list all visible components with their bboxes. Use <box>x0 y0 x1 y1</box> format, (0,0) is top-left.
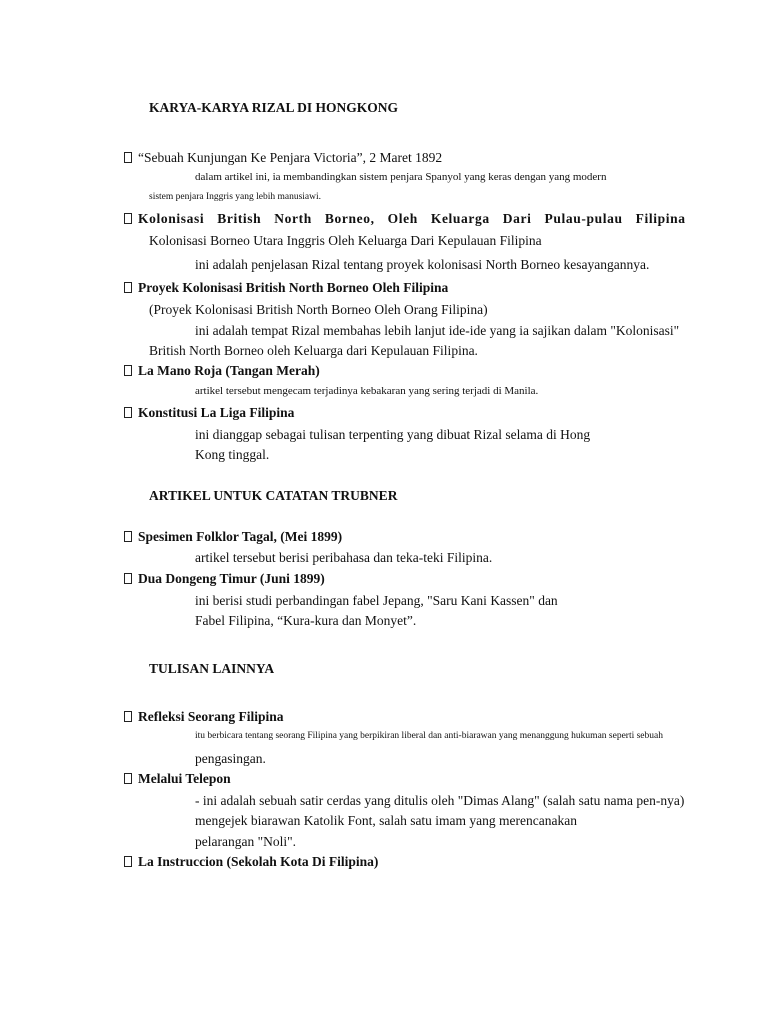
list-item <box>124 854 378 870</box>
list-item <box>124 405 294 421</box>
item-description: ini adalah tempat Rizal membahas lebih lanjut ide-ide yang ia sajikan dalam "Kolonisasi" <box>195 323 680 338</box>
list-item <box>124 709 284 725</box>
item-title: Dua Dongeng Timur (Juni 1899) <box>138 571 325 586</box>
item-title: La Instruccion (Sekolah Kota Di Filipina) <box>138 854 379 869</box>
list-item <box>124 529 342 545</box>
item-description: mengejek biarawan Katolik Font, salah satu imam yang merencanakan <box>195 813 577 828</box>
item-title: Konstitusi La Liga Filipina <box>138 405 295 420</box>
bullet-box-icon <box>124 856 132 867</box>
item-description: ini dianggap sebagai tulisan terpenting yang dibuat Rizal selama di Hong <box>195 427 591 442</box>
section-heading: KARYA-KARYA RIZAL DI HONGKONG <box>149 100 398 115</box>
item-description: ini adalah penjelasan Rizal tentang proyek kolonisasi North Borneo kesayangannya. <box>195 257 650 272</box>
item-title: Kolonisasi British North Borneo, Oleh Keluarga Dari Pulau-pulau Filipina <box>138 211 686 226</box>
item-subtitle: Kolonisasi Borneo Utara Inggris Oleh Keluarga Dari Kepulauan Filipina <box>149 233 542 248</box>
list-item <box>124 150 442 166</box>
list-item <box>124 363 320 379</box>
item-description: dalam artikel ini, ia membandingkan sistem penjara Spanyol yang keras dengan yang modern <box>195 171 607 183</box>
list-item <box>124 571 325 587</box>
bullet-box-icon <box>124 365 132 376</box>
item-title: La Mano Roja (Tangan Merah) <box>138 363 320 378</box>
bullet-box-icon <box>124 407 132 418</box>
item-description: ini berisi studi perbandingan fabel Jepang, "Saru Kani Kassen" dan <box>195 593 558 608</box>
section-heading: ARTIKEL UNTUK CATATAN TRUBNER <box>149 488 398 503</box>
item-title: “Sebuah Kunjungan Ke Penjara Victoria”, 2 Maret 1892 <box>138 150 443 165</box>
item-description: artikel tersebut berisi peribahasa dan teka-teki Filipina. <box>195 550 493 565</box>
item-title: Refleksi Seorang Filipina <box>138 709 284 724</box>
item-description: artikel tersebut mengecam terjadinya kebakaran yang sering terjadi di Manila. <box>195 385 539 397</box>
bullet-box-icon <box>124 213 132 224</box>
bullet-box-icon <box>124 531 132 542</box>
item-description: - ini adalah sebuah satir cerdas yang ditulis oleh "Dimas Alang" (salah satu nama pen-nya) <box>195 793 685 808</box>
item-description: itu berbicara tentang seorang Filipina yang berpikiran liberal dan anti-biarawan yang menanggung hukuman seperti sebuah <box>195 731 663 741</box>
item-title: Proyek Kolonisasi British North Borneo Oleh Filipina <box>138 280 449 295</box>
item-description: pelarangan "Noli". <box>195 834 296 849</box>
item-description: Fabel Filipina, “Kura-kura dan Monyet”. <box>195 613 417 628</box>
list-item <box>124 211 686 227</box>
bullet-box-icon <box>124 282 132 293</box>
bullet-box-icon <box>124 573 132 584</box>
list-item <box>124 771 231 787</box>
item-subtitle: (Proyek Kolonisasi British North Borneo Oleh Orang Filipina) <box>149 302 488 317</box>
item-description: sistem penjara Inggris yang lebih manusiawi. <box>149 192 322 202</box>
item-title: Spesimen Folklor Tagal, (Mei 1899) <box>138 529 343 544</box>
bullet-box-icon <box>124 711 132 722</box>
bullet-box-icon <box>124 773 132 784</box>
item-description: Kong tinggal. <box>195 447 270 462</box>
item-description: British North Borneo oleh Keluarga dari Kepulauan Filipina. <box>149 343 478 358</box>
item-title: Melalui Telepon <box>138 771 231 786</box>
bullet-box-icon <box>124 152 132 163</box>
item-description: pengasingan. <box>195 751 266 766</box>
list-item <box>124 280 448 296</box>
section-heading: TULISAN LAINNYA <box>149 661 275 676</box>
